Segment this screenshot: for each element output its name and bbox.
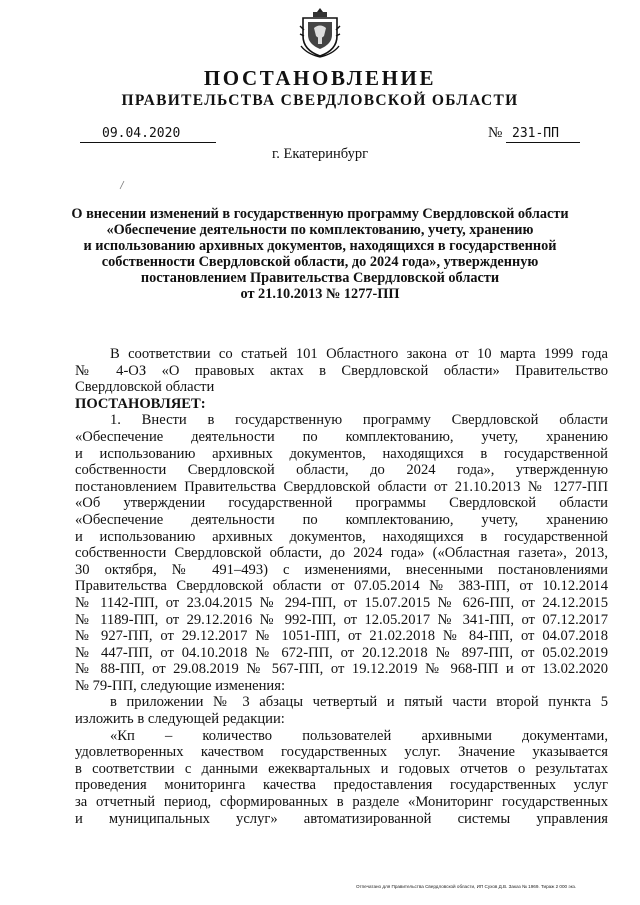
heading-line: от 21.10.2013 № 1277-ПП (240, 286, 400, 302)
body-line: и муниципальных услуг» автоматизированной системы управления (75, 810, 608, 827)
body-line: изложить в следующей редакции: (75, 711, 285, 728)
body-line: № 88-ПП, от 29.08.2019 № 567-ПП, от 19.12.2019 № 968-ПП и от 13.02.2020 (75, 661, 608, 678)
body-line: в соответствии с данными ежеквартальных и годовых отчетов о результатах (75, 760, 608, 777)
body-line: и использованию архивных документов, находящихся в государственной (75, 528, 608, 545)
number-label: № (488, 125, 503, 141)
decree-keyword: ПОСТАНОВЛЯЕТ: (75, 395, 206, 412)
heading-line: и использованию архивных документов, находящихся в государственной (83, 238, 557, 254)
body-line: собственности Свердловской области, до 2024 года» («Областная газета», 2013, (75, 545, 608, 562)
body-line: № 447-ПП, от 04.10.2018 № 672-ПП, от 20.12.2018 № 897-ПП, от 05.02.2019 (75, 644, 608, 661)
body-line: «Кп – количество пользователей архивными документами, (110, 727, 608, 744)
heading-line: «Обеспечение деятельности по комплектованию, учету, хранению (106, 222, 534, 238)
body-line: собственности Свердловской области, до 2024 года», утвержденную (75, 462, 608, 479)
body-line: 1. Внести в государственную программу Свердловской области (110, 412, 608, 429)
body-line: № 927-ПП, от 29.12.2017 № 1051-ПП, от 21.02.2018 № 84-ПП, от 04.07.2018 (75, 628, 608, 645)
heading-line: собственности Свердловской области, до 2024 года», утвержденную (101, 254, 539, 270)
coat-of-arms-icon (299, 6, 341, 58)
body-line: «Обеспечение деятельности по комплектованию, учету, хранению (75, 428, 608, 445)
body-line: № 1142-ПП, от 23.04.2015 № 294-ПП, от 15.07.2015 № 626-ПП, от 24.12.2015 (75, 594, 608, 611)
body-line: в приложении № 3 абзацы четвертый и пятый части второй пункта 5 (110, 694, 608, 711)
document-date: 09.04.2020 (80, 126, 216, 143)
document-body (75, 346, 608, 827)
body-line: проведения мониторинга качества предоставления государственных услуг (75, 777, 608, 794)
body-line: «Об утверждении государственной программы Свердловской области (75, 495, 608, 512)
pen-mark-icon (118, 180, 126, 190)
heading-line: постановлением Правительства Свердловской области (140, 270, 500, 286)
body-line: № 4-ОЗ «О правовых актах в Свердловской области» Правительство (75, 362, 608, 379)
body-line: № 1189-ПП, от 29.12.2016 № 992-ПП, от 12.05.2017 № 341-ПП, от 07.12.2017 (75, 611, 608, 628)
document-heading (60, 206, 580, 302)
body-line: постановлением Правительства Свердловской области от 21.10.2013 № 1277-ПП (75, 478, 608, 495)
body-line: удовлетворенных качеством государственных услуг. Значение указывается (75, 744, 608, 761)
body-line: за отчетный период, сформированных в разделе «Мониторинг государственных (75, 794, 608, 811)
print-footer: Отпечатано для Правительства Свердловской области, ИП Сухов Д.В. Заказ № 1969. Тираж 2 000 экз. (356, 884, 577, 889)
document-subtitle: ПРАВИТЕЛЬСТВА СВЕРДЛОВСКОЙ ОБЛАСТИ (121, 92, 519, 109)
body-line: Правительства Свердловской области от 07.05.2014 № 383-ПП, от 10.12.2014 (75, 578, 608, 595)
body-line: «Обеспечение деятельности по комплектованию, учету, хранению (75, 511, 608, 528)
body-line: № 79-ПП, следующие изменения: (75, 677, 285, 694)
document-number: 231-ПП (506, 126, 580, 143)
document-city: г. Екатеринбург (271, 146, 369, 162)
heading-line: О внесении изменений в государственную программу Свердловской области (71, 206, 569, 222)
body-line: В соответствии со статьей 101 Областного закона от 10 марта 1999 года (110, 346, 608, 362)
body-line: 30 октября, № 491–493) с изменениями, внесенными постановлениями (75, 561, 608, 578)
body-line: Свердловской области (75, 379, 215, 396)
document-title: ПОСТАНОВЛЕНИЕ (203, 66, 437, 90)
body-line: и использованию архивных документов, находящихся в государственной (75, 445, 608, 462)
